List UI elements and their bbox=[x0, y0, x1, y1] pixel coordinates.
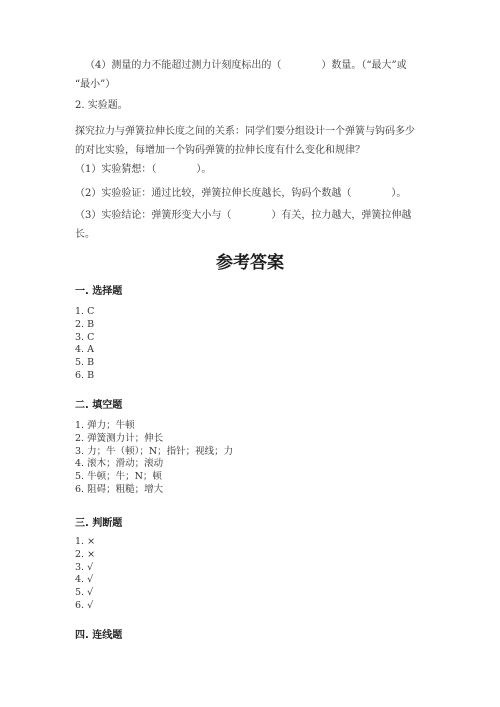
experiment-q2: （2）实验验证：通过比较，弹簧拉伸长度越长，钩码个数越（ ）。 bbox=[75, 188, 407, 199]
answer-item: 6. 阻碍；粗糙；增大 bbox=[75, 483, 164, 495]
answer-item: 3. C bbox=[75, 331, 95, 343]
answer-item: 1. 弹力；牛顿 bbox=[75, 420, 135, 431]
experiment-q1: （1）实验猜想：（ ）。 bbox=[75, 164, 212, 175]
answer-item: 6. √ bbox=[75, 599, 94, 611]
answer-item: 5. B bbox=[75, 357, 95, 369]
answer-item: 2. × bbox=[75, 548, 96, 560]
experiment-q3 bbox=[75, 206, 427, 244]
answer-item: 5. 牛顿；牛；N；顿 bbox=[75, 471, 162, 483]
answer-item: 5. √ bbox=[75, 587, 94, 599]
section-heading: 三. 判断题 bbox=[75, 518, 123, 529]
answer-title: 参考答案 bbox=[216, 253, 284, 273]
experiment-intro-line-1: 探究拉力与弹簧拉伸长度之间的关系：同学们要分组设计一个弹簧与钩码多少 bbox=[75, 126, 415, 137]
answer-list bbox=[75, 420, 233, 497]
answer-list bbox=[75, 536, 95, 613]
answer-item: 6. B bbox=[75, 369, 95, 381]
section-2-label: 2. 实验题。 bbox=[75, 100, 128, 111]
answer-item: 1. × bbox=[75, 536, 96, 547]
experiment-q3-line-2: 长。 bbox=[75, 229, 95, 240]
experiment-q3-line-1: （3）实验结论：弹簧形变大小与（ ）有关，拉力越大，弹簧拉伸越 bbox=[75, 210, 412, 221]
answer-item: 2. 弹簧测力计；伸长 bbox=[75, 432, 164, 444]
section-heading: 一. 选择题 bbox=[75, 286, 123, 297]
answer-item: 1. C bbox=[75, 306, 95, 317]
question-4-line-1: （4）测量的力不能超过测力计刻度标出的（ ）数量。（“最大”或 bbox=[85, 60, 407, 71]
section-heading: 四. 连线题 bbox=[75, 630, 123, 641]
question-4-line-2: “最小”） bbox=[75, 79, 116, 90]
answer-item: 4. A bbox=[75, 344, 94, 356]
section-heading: 二. 填空题 bbox=[75, 400, 123, 411]
answer-item: 3. √ bbox=[75, 561, 94, 573]
experiment-intro-line-2: 的对比实验，每增加一个钩码弹簧的拉伸长度有什么变化和规律？ bbox=[75, 145, 365, 156]
answer-item: 2. B bbox=[75, 318, 95, 330]
experiment-intro bbox=[75, 122, 427, 160]
answer-item: 4. 滚木；滑动；滚动 bbox=[75, 458, 164, 470]
answer-item: 4. √ bbox=[75, 574, 94, 586]
question-4 bbox=[75, 56, 427, 94]
answer-list bbox=[75, 306, 94, 383]
answer-item: 3. 力；牛（顿）；N；指针；视线；力 bbox=[75, 445, 234, 457]
